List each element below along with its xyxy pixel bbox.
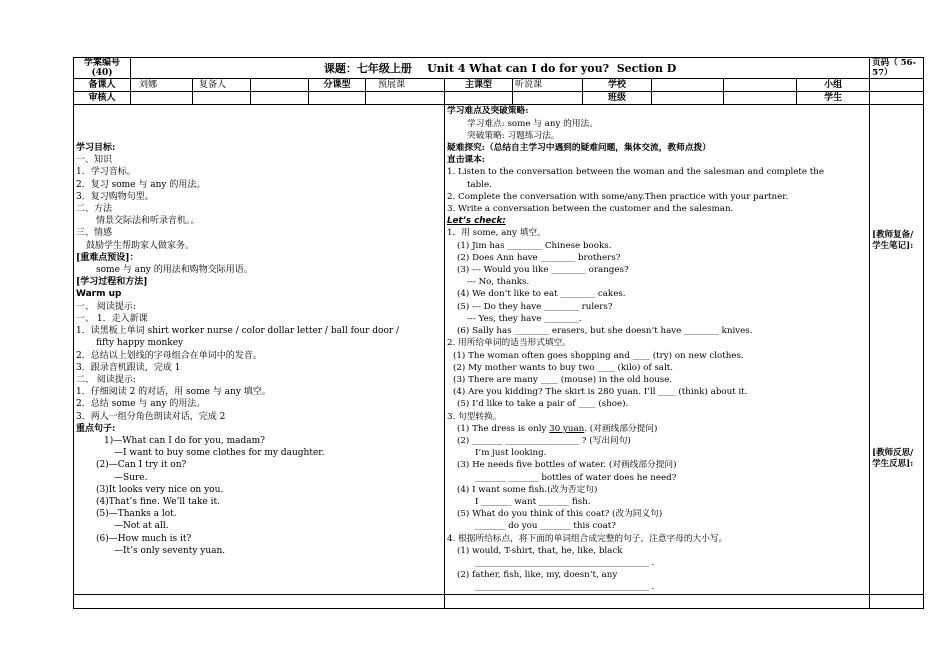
text-line: 一、 1．走入新课 [76, 313, 148, 324]
lets-check-heading: Let’s check: [447, 216, 506, 227]
plan-number-cell [74, 58, 131, 79]
text-line: 3．复习购物句型。 [76, 191, 154, 202]
footer-cell-left [74, 595, 445, 609]
phonics-words-line: fifty happy monkey [96, 338, 184, 349]
key-sentence: (5)—Thanks a lot. [96, 509, 177, 520]
exercise-item: (5) I’d like to take a pair of ____ (shoe). [457, 399, 629, 410]
coauthor-label: 复备人 [193, 79, 251, 92]
exercise-heading: 4. 根据所给标点，将下面的单词组合成完整的句子，注意字母的大小写。 [447, 533, 728, 544]
text-line: 3．两人一组分角色朗读对话，完成 2 [76, 411, 226, 422]
empty-cell [309, 92, 366, 105]
empty-cell [513, 92, 583, 105]
group-label: 小组 [797, 79, 870, 92]
empty-cell [724, 92, 797, 105]
page-number: 页码（ 56-57） [870, 58, 924, 79]
task-line: 3. Write a conversation between the customer and the salesman. [447, 204, 734, 215]
exercise-item: _______ _______ bottles of water does he need? [475, 472, 677, 483]
exercise-item: (2) _______ _________________ ? (写出问句) [457, 435, 631, 446]
exercise-item: (4) Are you kidding? The skirt is 280 yuan. I’ll ____ (think) about it. [453, 387, 748, 398]
notes-label: [教师复备/学生笔记]: [872, 229, 914, 251]
exercise-item: (1) The dress is only 30 yuan. (对画线部分提问) [457, 423, 658, 434]
task-line: 1. Listen to the conversation between the woman and the salesman and complete the [447, 167, 825, 178]
text-line: some 与 any 的用法和购物交际用语。 [96, 265, 253, 276]
key-sentence: (6)—How much is it? [96, 533, 192, 544]
key-sentence: (2)—Can I try it on? [96, 460, 187, 471]
coauthor-value [251, 79, 309, 92]
strategy-heading: 学习难点及突破策略: [447, 106, 529, 117]
exercise-item: --- No, thanks. [467, 277, 530, 288]
key-sentence: 1)—What can I do for you, madam? [104, 435, 265, 446]
empty-cell [366, 92, 445, 105]
inquiry-heading: 疑难探究:（总结自主学习中遇到的疑难问题，集体交流，教师点拨） [447, 143, 711, 154]
lesson-title: 课题：七年级上册 Unit 4 What can I do for you? Section D [131, 58, 870, 79]
exercise-item: (1) would, T-shirt, that, he, like, black [457, 545, 623, 556]
text-line: 2．总结 some 与 any 的用法。 [76, 399, 206, 410]
notes-column [870, 105, 924, 595]
exercise-item: (5) What do you think of this coat? (改为同义句) [457, 509, 663, 520]
student-label: 学生 [797, 92, 870, 105]
key-sentence: —It’s only seventy yuan. [114, 545, 226, 556]
textbook-heading: 直击课本: [447, 155, 485, 166]
worksheet-page [73, 57, 916, 610]
text-line: 二、 阅读提示: [76, 374, 136, 385]
author-value: 刘娜 [131, 79, 193, 92]
learning-goals-column [74, 105, 445, 595]
school-label: 学校 [583, 79, 652, 92]
empty-cell [445, 92, 513, 105]
reviewer-label: 审核人 [74, 92, 131, 105]
plan-number-label: 学案编号 [83, 58, 120, 68]
exercise-item: (1) Jim has ________ Chinese books. [457, 240, 612, 251]
empty-cell [870, 92, 924, 105]
key-sentence: —Not at all. [114, 521, 169, 532]
exercise-item: (4) I want some fish.(改为否定句) [457, 484, 598, 495]
exercises-column [445, 105, 870, 595]
exercise-item: I _______ want _______ fish. [475, 496, 591, 507]
difficulty-heading: [重难点预设]： [76, 252, 139, 263]
exercise-heading: 2. 用所给单词的适当形式填空。 [447, 338, 571, 349]
key-sentence: (4)That’s fine. We’ll take it. [96, 496, 221, 507]
answer-line: ________________________________________ . [475, 582, 655, 593]
text-line: 学习难点: some 与 any 的用法。 [467, 118, 598, 129]
main-type-label: 主课型 [445, 79, 513, 92]
footer-cell-right [870, 595, 924, 609]
text-line: 三、情感 [76, 228, 113, 239]
lesson-type-value: 预展课 [366, 79, 445, 92]
reflect-label: [教师反思/学生反思]: [872, 447, 914, 469]
exercise-heading: 1．用 some, any 填空。 [447, 228, 546, 239]
author-label: 备课人 [74, 79, 131, 92]
plan-number-value: (40) [91, 68, 113, 78]
exercise-item: (2) My mother wants to buy two ____ (kilo) of salt. [453, 362, 673, 373]
key-sentences-heading: 重点句子: [76, 423, 116, 434]
answer-line: ________________________________________ . [475, 557, 655, 568]
warm-up-heading: Warm up [76, 289, 122, 300]
school-value [652, 79, 724, 92]
notes-space [872, 252, 921, 448]
text-line: 2．复习 some 与 any 的用法。 [76, 179, 206, 190]
exercise-item: (3) There are many ____ (mouse) in the old house. [453, 374, 673, 385]
exercise-item: (4) We don’t like to eat ________ cakes. [457, 289, 626, 300]
empty-cell [131, 92, 193, 105]
text-line: 1．仔细阅读 2 的对话，用 some 与 any 填空。 [76, 387, 271, 398]
exercise-item: _______ do you _______ this coat? [475, 521, 616, 532]
exercise-item: (2) father, fish, like, my, doesn’t, any [457, 570, 618, 581]
text-line: 二、方法 [76, 204, 113, 215]
exercise-item: (5) --- Do they have ________ rulers? [457, 301, 613, 312]
exercise-item: --- Yes, they have ________. [467, 313, 582, 324]
key-sentence: —Sure. [114, 472, 148, 483]
text-line: 1．学习音标。 [76, 167, 136, 178]
exercise-item: I’m just looking. [475, 448, 547, 459]
school-value-2 [724, 79, 797, 92]
key-sentence: —I want to buy some clothes for my daughter. [114, 448, 325, 459]
goals-heading: 学习目标: [76, 143, 116, 154]
lesson-type-label: 分课型 [309, 79, 366, 92]
underlined-amount: 30 yuan [549, 423, 585, 434]
text-line: 一、知识 [76, 155, 113, 166]
text-line: 一、 阅读提示: [76, 301, 136, 312]
empty-cell [193, 92, 251, 105]
text-line: 鼓励学生帮助家人做家务。 [86, 240, 195, 251]
task-line: 2. Complete the conversation with some/any.Then practice with your partner. [447, 191, 789, 202]
key-sentence: (3)It looks very nice on you. [96, 484, 224, 495]
text-line: 情景交际法和听录音机。。 [96, 216, 200, 227]
phonics-words-line: 1．读黑板上单词 shirt worker nurse / color dollar letter / ball four door / [76, 326, 400, 337]
exercise-item: (1) The woman often goes shopping and ____ (try) on new clothes. [453, 350, 744, 361]
class-label: 班级 [583, 92, 652, 105]
text-line: 3．跟录音机跟读，完成 1 [76, 362, 181, 373]
exercise-item: (6) Sally has ________ erasers, but she doesn’t have ________ knives. [457, 326, 753, 337]
footer-cell-middle [445, 595, 870, 609]
exercise-item: (2) Does Ann have ________ brothers? [457, 252, 621, 263]
empty-cell [251, 92, 309, 105]
text-line: 突破策略: 习题练习法。 [467, 130, 560, 141]
text-line: 2．总结以上划线的字母组合在单词中的发音。 [76, 350, 262, 361]
group-value [870, 79, 924, 92]
worksheet-table [73, 57, 924, 609]
exercise-item: (3) He needs five bottles of water. (对画线部分提问) [457, 460, 677, 471]
empty-cell [652, 92, 724, 105]
main-type-value: 听说课 [513, 79, 583, 92]
exercise-heading: 3. 句型转换。 [447, 411, 502, 422]
exercise-item: (3) --- Would you like ________ oranges? [457, 265, 629, 276]
task-line: table. [467, 179, 492, 190]
process-heading: [学习过程和方法] [76, 277, 148, 288]
